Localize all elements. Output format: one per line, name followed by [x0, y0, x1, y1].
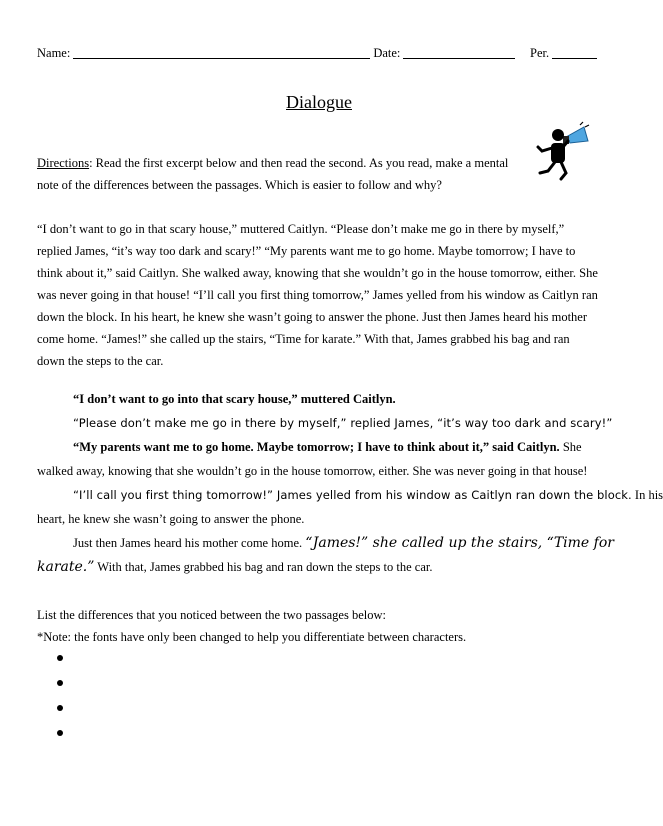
excerpt-two-line-1: “I don’t want to go into that scary house,” muttered Caitlyn.: [73, 392, 396, 406]
excerpt-two-line-5: “I’ll call you first thing tomorrow!” James yelled from his window as Caitlyn ran down the block. In his: [73, 488, 663, 502]
james-dialogue-2: “I’ll call you first thing tomorrow!” James yelled from his window as Caitlyn ran down the block.: [73, 488, 632, 502]
period-label: Per.: [530, 46, 550, 60]
excerpt-two-line-4: walked away, knowing that she wouldn’t go in the house tomorrow, either. She was never going in that house!: [37, 464, 588, 478]
directions-text: : Read the first excerpt below and then read the second. As you read, make a mental note of the differences between the passages. Which is easier to follow and why?: [37, 156, 509, 192]
excerpt-one: “I don’t want to go in that scary house,” muttered Caitlyn. “Please don’t make me go in there by myself,” replied James, “it’s way too dark and scary!” “My parents want me to go home. Maybe tomorrow; I have to think about it,” said Caitlyn. She walked away, knowing that she wouldn’t go in the house tomorrow, either. She was never going in that house! “I’ll call you first thing tomorrow,” James yelled from his window as Caitlyn ran down the block. In his heart, he knew she wasn’t going to answer the phone. Just then James heard his mother come home. “James!” she called up the stairs, “Time for karate.” With that, James grabbed his bag and ran down the steps to the car.: [37, 222, 598, 368]
list-instructions: [37, 604, 600, 648]
excerpt-two-line-8: karate.” With that, James grabbed his bag and ran down the steps to the car.: [37, 559, 433, 575]
caitlyn-dialogue: “My parents want me to go home. Maybe tomorrow; I have to think about it,” said Caitlyn.: [73, 440, 560, 454]
period-blank[interactable]: [552, 46, 597, 59]
directions-label: Directions: [37, 156, 90, 170]
excerpt-two-line-3: “My parents want me to go home. Maybe tomorrow; I have to think about it,” said Caitlyn. She: [73, 440, 582, 454]
mother-dialogue-2: karate.”: [37, 559, 95, 575]
page-title: Dialogue: [286, 92, 352, 112]
excerpt-two: [37, 387, 663, 579]
name-blank[interactable]: [73, 46, 370, 59]
font-note: *Note: the fonts have only been changed to help you differentiate between characters.: [37, 630, 467, 644]
mother-dialogue: “James!” she called up the stairs, “Time for: [305, 535, 614, 551]
name-label: Name:: [37, 46, 71, 60]
directions: [37, 152, 517, 196]
header-row: [37, 46, 600, 61]
date-label: Date:: [373, 46, 401, 60]
excerpt-two-line-6: heart, he knew she wasn’t going to answer the phone.: [37, 512, 305, 526]
excerpt-two-line-2: [37, 411, 613, 435]
date-blank[interactable]: [403, 46, 515, 59]
excerpt-two-line-7: Just then James heard his mother come home. “James!” she called up the stairs, “Time for: [73, 535, 614, 551]
list-prompt: List the differences that you noticed between the two passages below:: [37, 608, 386, 622]
megaphone-figure-icon: [528, 121, 590, 183]
james-dialogue: “Please don’t make me go in there by myself,” replied James, “it’s way too dark and scary!”: [73, 416, 613, 430]
